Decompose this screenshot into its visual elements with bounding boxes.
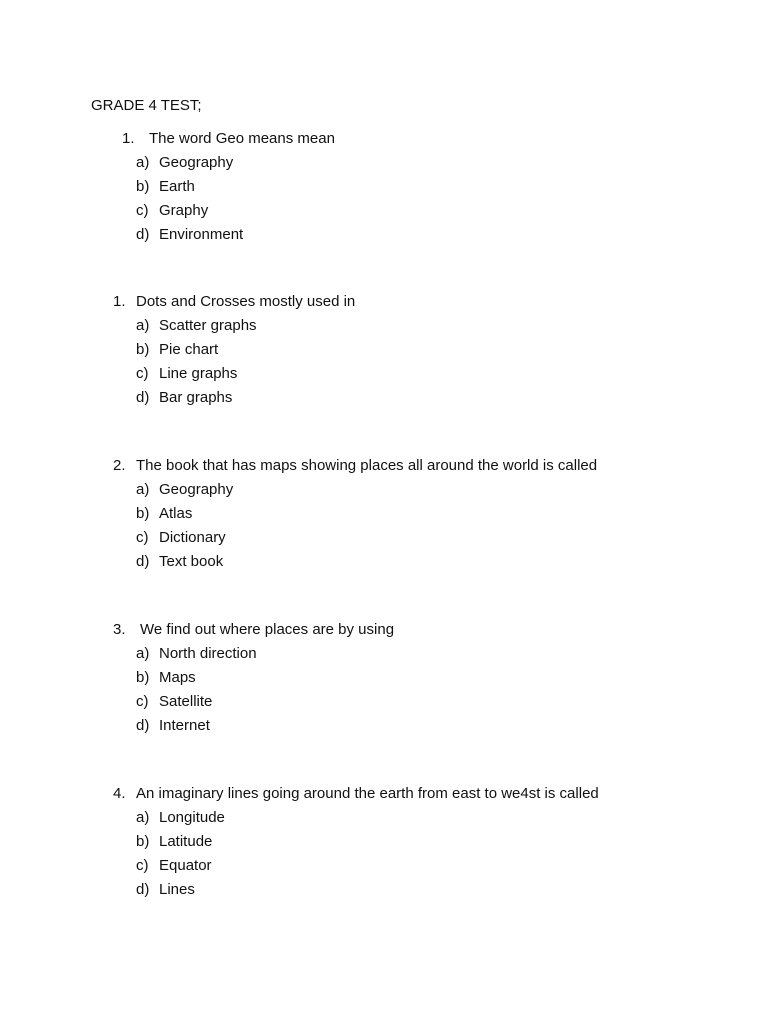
option-letter: d) — [136, 389, 150, 406]
question-number: 1. — [113, 293, 126, 310]
option-text: Geography — [159, 481, 234, 498]
option-text: Maps — [159, 669, 196, 686]
question-text: The word Geo means mean — [149, 130, 335, 147]
option-letter: b) — [136, 833, 150, 850]
option-letter: a) — [136, 154, 150, 171]
option-text: Latitude — [159, 833, 213, 850]
question-number: 1. — [122, 130, 135, 147]
option-text: Atlas — [159, 505, 193, 522]
option-text: Scatter graphs — [159, 317, 257, 334]
option-text: Earth — [159, 178, 195, 195]
document-title: GRADE 4 TEST; — [91, 97, 202, 114]
question-text: We find out where places are by using — [140, 621, 395, 638]
option-text: Bar graphs — [159, 389, 233, 406]
option-text: Lines — [159, 881, 195, 898]
option-letter: b) — [136, 178, 150, 195]
option-text: Graphy — [159, 202, 209, 219]
option-text: Equator — [159, 857, 212, 874]
question-text: The book that has maps showing places all around the world is called — [136, 457, 598, 474]
option-letter: d) — [136, 553, 150, 570]
option-text: Text book — [159, 553, 224, 570]
option-letter: c) — [136, 693, 149, 710]
question-number: 3. — [113, 621, 126, 638]
option-text: Pie chart — [159, 341, 219, 358]
option-letter: a) — [136, 317, 150, 334]
question-number: 2. — [113, 457, 126, 474]
question-text: An imaginary lines going around the earth from east to we4st is called — [136, 785, 599, 802]
option-text: Internet — [159, 717, 210, 734]
option-text: Line graphs — [159, 365, 238, 382]
question-number: 4. — [113, 785, 126, 802]
option-text: Dictionary — [159, 529, 226, 546]
option-letter: d) — [136, 717, 150, 734]
option-letter: c) — [136, 365, 149, 382]
option-letter: c) — [136, 857, 149, 874]
option-text: Environment — [159, 226, 244, 243]
option-letter: d) — [136, 881, 150, 898]
question-text: Dots and Crosses mostly used in — [136, 293, 356, 310]
option-letter: b) — [136, 341, 150, 358]
option-letter: a) — [136, 809, 150, 826]
option-text: North direction — [159, 645, 257, 662]
option-letter: d) — [136, 226, 150, 243]
option-text: Satellite — [159, 693, 213, 710]
option-text: Geography — [159, 154, 234, 171]
option-letter: b) — [136, 505, 150, 522]
option-letter: c) — [136, 529, 149, 546]
option-letter: a) — [136, 481, 150, 498]
option-letter: b) — [136, 669, 150, 686]
option-letter: c) — [136, 202, 149, 219]
option-text: Longitude — [159, 809, 225, 826]
option-letter: a) — [136, 645, 150, 662]
